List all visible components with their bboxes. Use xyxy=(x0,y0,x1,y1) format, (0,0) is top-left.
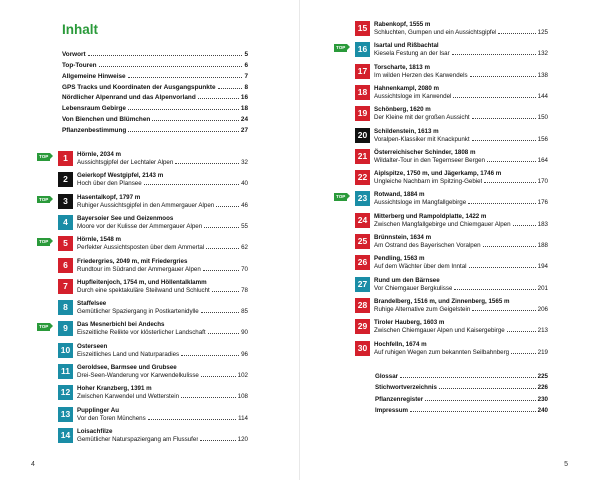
index-entry xyxy=(375,403,548,414)
tour-name: Loisachfilze xyxy=(77,427,113,435)
leader-dots xyxy=(200,440,235,441)
tour-name: Osterseen xyxy=(77,342,108,350)
tour-subtitle xyxy=(77,393,248,400)
tour-entry xyxy=(355,277,548,296)
tour-page: 164 xyxy=(537,156,548,164)
toc-label: Nördlicher Alpenrand und das Alpenvorland xyxy=(62,94,196,102)
leader-dots xyxy=(208,333,239,334)
toc-page: 18 xyxy=(240,105,248,113)
tour-page: 188 xyxy=(537,242,548,249)
leader-dots xyxy=(513,225,536,226)
leader-dots xyxy=(483,246,536,247)
leader-dots xyxy=(128,131,239,132)
tour-entry xyxy=(355,234,548,253)
tour-entry xyxy=(39,151,248,170)
tour-entry xyxy=(58,258,248,277)
toc-page: 16 xyxy=(240,94,248,102)
tour-entry xyxy=(58,407,248,426)
index-entry xyxy=(375,369,548,380)
page-number-left: 4 xyxy=(31,461,35,468)
tour-number: 22 xyxy=(355,170,370,185)
tour-page: 120 xyxy=(237,435,248,443)
tour-number: 30 xyxy=(355,341,370,356)
leader-dots xyxy=(201,376,236,377)
toc-entry xyxy=(62,47,248,58)
leader-dots xyxy=(175,163,239,164)
leader-dots xyxy=(410,411,536,412)
tour-subtitle xyxy=(77,372,248,379)
tour-page: 170 xyxy=(537,178,548,186)
tour-entry xyxy=(355,319,548,338)
tour-page: 150 xyxy=(537,114,548,122)
leader-dots xyxy=(454,289,535,290)
tour-entry xyxy=(355,64,548,83)
tour-description: Voralpen-Klassiker mit Knackpunkt xyxy=(374,135,470,143)
leader-dots xyxy=(472,118,536,119)
top-badge: TOP xyxy=(39,239,49,245)
tour-number: 10 xyxy=(58,343,73,358)
tour-description: Zwischen Karwendel und Wetterstein xyxy=(77,393,180,401)
top-badge: TOP xyxy=(336,194,346,200)
toc-page: 7 xyxy=(244,72,248,80)
tour-number: 5 xyxy=(58,236,73,251)
leader-dots xyxy=(128,77,243,78)
toc-label: Von Bienchen und Blümchen xyxy=(62,116,151,124)
leader-dots xyxy=(148,419,236,420)
tour-subtitle xyxy=(374,285,548,292)
tour-subtitle xyxy=(374,114,548,121)
tour-entry xyxy=(355,341,548,360)
toc-page: 27 xyxy=(240,127,248,135)
tour-entry xyxy=(355,170,548,189)
tour-number: 2 xyxy=(58,172,73,187)
tour-subtitle xyxy=(77,202,248,209)
tour-subtitle xyxy=(77,266,248,273)
tour-entry xyxy=(58,364,248,383)
tour-page: 176 xyxy=(537,199,548,207)
tour-description: Kiesela Festung an der Isar xyxy=(374,50,450,58)
tour-name: Hörnle, 2034 m xyxy=(77,151,122,158)
tour-entry xyxy=(39,321,248,340)
tour-entry xyxy=(58,215,248,234)
tour-page: 55 xyxy=(241,222,248,230)
tour-number: 21 xyxy=(355,149,370,164)
tour-description: Aussichtsloge im Karwendel xyxy=(374,92,452,100)
toc-list xyxy=(62,47,248,134)
tour-entry xyxy=(58,172,248,191)
tour-page: 114 xyxy=(238,414,248,422)
tour-name: Schönberg, 1620 m xyxy=(374,106,431,114)
tour-subtitle xyxy=(77,415,248,422)
leader-dots xyxy=(99,66,243,67)
tour-subtitle xyxy=(77,351,248,358)
tour-page: 90 xyxy=(241,329,248,337)
leader-dots xyxy=(204,227,239,228)
toc-label: Lebensraum Gebirge xyxy=(62,105,126,113)
tour-description: Ruhiger Aussichtsgipfel in den Ammergauer Alpen xyxy=(77,201,215,209)
tour-name: Staffelsee xyxy=(77,300,107,308)
tour-subtitle xyxy=(77,329,248,336)
leader-dots xyxy=(203,270,239,271)
tour-subtitle xyxy=(77,436,248,443)
tour-page: 46 xyxy=(241,201,248,209)
tour-description: Eiszeitliche Relikte vor klösterlicher Landschaft xyxy=(77,329,206,337)
tour-entry xyxy=(58,343,248,362)
tour-description: Drei-Seen-Wanderung vor Karwendelkulisse xyxy=(77,372,199,379)
leader-dots xyxy=(152,120,239,121)
tour-entry xyxy=(58,279,248,298)
tour-page: 183 xyxy=(537,220,548,228)
tour-name: Pupplinger Au xyxy=(77,406,120,414)
tour-page: 70 xyxy=(241,265,248,273)
tour-name: Rotwand, 1884 m xyxy=(374,191,425,199)
tour-page: 78 xyxy=(241,286,248,294)
tour-number: 16 xyxy=(355,42,370,57)
tour-number: 14 xyxy=(58,428,73,443)
tour-number: 27 xyxy=(355,277,370,292)
tour-page: 125 xyxy=(537,29,548,36)
tour-description: Durch eine spektakuläre Steilwand und Schlucht xyxy=(77,286,210,294)
tour-number: 28 xyxy=(355,298,370,313)
leader-dots xyxy=(453,97,535,98)
tour-subtitle xyxy=(374,157,548,164)
tour-name: Torscharte, 1813 m xyxy=(374,63,430,71)
page-title: Inhalt xyxy=(62,22,98,37)
leader-dots xyxy=(212,291,239,292)
tour-subtitle xyxy=(374,263,548,270)
toc-page: 24 xyxy=(240,116,248,124)
tour-entry xyxy=(355,128,548,147)
tour-description: Wildalter-Tour in den Tegernseer Bergen xyxy=(374,156,485,164)
toc-label: Pflanzenregister xyxy=(375,395,424,403)
tour-description: Aussichtsloge im Mangfallgebirge xyxy=(374,199,467,207)
tour-number: 17 xyxy=(355,64,370,79)
toc-page: 230 xyxy=(537,395,548,403)
toc-label: Pflanzenbestimmung xyxy=(62,127,127,135)
tour-description: Im wilden Herzen des Karwendels xyxy=(374,71,468,79)
tour-entry xyxy=(39,236,248,255)
tour-description: Aussichtsgipfel der Lechtaler Alpen xyxy=(77,159,174,166)
tour-description: Zwischen Chiemgauer Alpen und Kaisergebirge xyxy=(374,327,505,335)
tour-subtitle xyxy=(77,308,248,315)
tour-description: Perfekter Aussichtsposten über dem Ammertal xyxy=(77,244,205,252)
tour-page: 201 xyxy=(537,284,548,292)
tour-page: 194 xyxy=(537,263,548,271)
leader-dots xyxy=(487,161,536,162)
tour-subtitle xyxy=(374,50,548,57)
tour-name: Österreichischer Schinder, 1808 m xyxy=(374,148,476,156)
tour-page: 219 xyxy=(537,348,548,356)
toc-label: GPS Tracks und Koordinaten der Ausgangspunkte xyxy=(62,83,216,91)
leader-dots xyxy=(218,88,243,89)
tour-name: Hoher Kranzberg, 1391 m xyxy=(77,385,152,393)
tour-name: Isartal und Rißbachtal xyxy=(374,42,439,50)
tour-name: Tiroler Hauberg, 1603 m xyxy=(374,319,445,327)
toc-entry xyxy=(62,80,248,91)
tour-description: Vor den Toren Münchens xyxy=(77,414,146,422)
tour-number: 7 xyxy=(58,279,73,294)
tour-name: Hochfelln, 1674 m xyxy=(374,340,427,348)
tour-entry xyxy=(355,213,548,232)
tour-subtitle xyxy=(374,136,548,143)
tour-number: 20 xyxy=(355,128,370,143)
tour-entry xyxy=(355,298,548,317)
leader-dots xyxy=(452,54,536,55)
tour-description: Gemütlicher Naturspaziergang am Flussufer xyxy=(77,435,199,443)
tour-number: 1 xyxy=(58,151,73,166)
tour-description: Ruhige Alternative zum Geigelstein xyxy=(374,305,471,313)
page-number-right: 5 xyxy=(564,461,568,468)
tour-subtitle xyxy=(374,178,548,185)
tour-number: 18 xyxy=(355,85,370,100)
toc-page: 5 xyxy=(244,50,248,58)
leader-dots xyxy=(468,203,535,204)
leader-dots xyxy=(507,331,536,332)
tour-description: Auf ruhigen Wegen zum bekannten Seilbahnberg xyxy=(374,348,510,356)
index-entry xyxy=(375,380,548,391)
tour-entry xyxy=(355,106,548,125)
leader-dots xyxy=(181,355,239,356)
tour-page: 213 xyxy=(537,327,548,335)
toc-label: Glossar xyxy=(375,373,399,381)
tour-description: Eiszeitliches Land und Naturparadies xyxy=(77,350,180,358)
tour-description: Moore vor der Kulisse der Ammergauer Alpen xyxy=(77,222,203,230)
tour-name: Das Mesnerbichl bei Andechs xyxy=(77,321,165,329)
top-badge: TOP xyxy=(39,154,49,159)
tour-description: Der Kleine mit der großen Aussicht xyxy=(374,114,470,122)
toc-page: 6 xyxy=(244,61,248,69)
tour-number: 11 xyxy=(58,364,73,379)
tour-page: 108 xyxy=(237,393,248,401)
tour-description: Schluchten, Gumpen und ein Aussichtsgipfel xyxy=(374,29,497,36)
tour-number: 26 xyxy=(355,255,370,270)
tour-subtitle xyxy=(374,327,548,334)
tour-name: Hasentalkopf, 1797 m xyxy=(77,193,141,201)
tour-page: 62 xyxy=(241,244,248,252)
tour-entry xyxy=(355,149,548,168)
tour-subtitle xyxy=(374,93,548,100)
tour-page: 85 xyxy=(241,308,248,316)
leader-dots xyxy=(484,182,535,183)
tour-number: 19 xyxy=(355,106,370,121)
leader-dots xyxy=(206,248,239,249)
tour-page: 96 xyxy=(241,350,248,358)
tour-subtitle xyxy=(374,306,548,313)
tour-number: 29 xyxy=(355,319,370,334)
tour-entry xyxy=(336,42,548,61)
tour-name: Brandelberg, 1516 m, und Zinnenberg, 1565 m xyxy=(374,297,510,305)
tour-entry xyxy=(355,255,548,274)
tour-name: Geroldsee, Barmsee und Grubsee xyxy=(77,364,177,371)
tour-description: Zwischen Mangfallgebirge und Chiemgauer Alpen xyxy=(374,220,511,228)
tour-entry xyxy=(58,428,248,447)
toc-entry xyxy=(62,112,248,123)
tour-subtitle xyxy=(77,159,248,166)
toc-entry xyxy=(62,58,248,69)
toc-label: Vorwort xyxy=(62,50,86,58)
tour-name: Rund um den Bärnsee xyxy=(374,276,440,284)
leader-dots xyxy=(439,388,536,389)
toc-page: 226 xyxy=(537,384,548,392)
tour-number: 15 xyxy=(355,21,370,36)
tour-page: 102 xyxy=(237,372,248,379)
tour-number: 25 xyxy=(355,234,370,249)
tour-number: 23 xyxy=(355,191,370,206)
leader-dots xyxy=(425,400,536,401)
tour-name: Bayersoier See und Geizenmoos xyxy=(77,214,174,222)
leader-dots xyxy=(128,109,239,110)
tour-subtitle xyxy=(374,72,548,79)
leader-dots xyxy=(181,397,236,398)
tour-description: Vor Chiemgauer Bergkulisse xyxy=(374,284,453,292)
top-badge: TOP xyxy=(39,324,49,330)
tour-subtitle xyxy=(374,349,548,356)
leader-dots xyxy=(144,184,239,185)
tour-name: Brünnstein, 1634 m xyxy=(374,234,432,241)
tour-number: 12 xyxy=(58,385,73,400)
leader-dots xyxy=(201,312,239,313)
leader-dots xyxy=(216,206,239,207)
toc-label: Top-Touren xyxy=(62,61,97,69)
tour-entry xyxy=(336,191,548,210)
toc-entry xyxy=(62,101,248,112)
leader-dots xyxy=(88,55,243,56)
tour-name: Pendling, 1563 m xyxy=(374,255,425,263)
tour-subtitle xyxy=(77,287,248,294)
tour-name: Rabenkopf, 1555 m xyxy=(374,21,431,28)
tour-name: Hörnle, 1548 m xyxy=(77,236,122,244)
tour-name: Friedergries, 2049 m, mit Friedergries xyxy=(77,257,188,265)
toc-entry xyxy=(62,123,248,134)
toc-page: 225 xyxy=(537,373,548,381)
toc-entry xyxy=(62,91,248,102)
tour-subtitle xyxy=(77,223,248,230)
leader-dots xyxy=(498,33,535,34)
tour-page: 32 xyxy=(241,159,248,166)
toc-label: Impressum xyxy=(375,406,409,414)
tour-subtitle xyxy=(374,221,548,228)
tour-entry xyxy=(58,385,248,404)
tour-entry xyxy=(58,300,248,319)
tour-description: Ungleiche Nachbarn im Spitzing-Gebiet xyxy=(374,178,483,186)
tour-entry xyxy=(355,85,548,104)
toc-label: Stichwortverzeichnis xyxy=(375,384,437,392)
toc-entry xyxy=(62,69,248,80)
tour-page: 132 xyxy=(537,50,548,58)
tour-subtitle xyxy=(77,244,248,251)
tour-subtitle xyxy=(77,180,248,187)
tour-number: 6 xyxy=(58,258,73,273)
tour-page: 206 xyxy=(537,305,548,313)
tour-page: 156 xyxy=(537,135,548,143)
leader-dots xyxy=(472,310,535,311)
tour-name: Hahnenkampl, 2080 m xyxy=(374,84,439,92)
toc-page: 240 xyxy=(537,406,548,414)
tour-name: Mitterberg und Rampoldplatte, 1422 m xyxy=(374,212,487,220)
tour-page: 138 xyxy=(537,71,548,79)
leader-dots xyxy=(400,377,536,378)
tour-description: Rundtour im Südrand der Ammergauer Alpen xyxy=(77,265,201,273)
tour-name: Geierkopf Westgipfel, 2143 m xyxy=(77,172,164,180)
tour-subtitle xyxy=(374,199,548,206)
tour-description: Hoch über den Plansee xyxy=(77,180,142,188)
leader-dots xyxy=(469,267,536,268)
tour-subtitle xyxy=(374,29,548,36)
tour-name: Schildenstein, 1613 m xyxy=(374,127,439,135)
tour-page: 40 xyxy=(241,180,248,188)
tour-entry xyxy=(355,21,548,40)
tour-number: 13 xyxy=(58,407,73,422)
tour-entry xyxy=(39,193,248,213)
tour-number: 9 xyxy=(58,321,73,336)
index-entry xyxy=(375,391,548,402)
toc-page: 8 xyxy=(244,83,248,91)
tour-number: 8 xyxy=(58,300,73,315)
tour-description: Gemütlicher Spaziergang in Postkartenidylle xyxy=(77,308,199,316)
leader-dots xyxy=(472,140,536,141)
tour-page: 144 xyxy=(537,92,548,100)
tour-number: 4 xyxy=(58,215,73,230)
leader-dots xyxy=(470,76,536,77)
top-badge: TOP xyxy=(39,196,49,202)
tour-description: Am Ostrand des Bayerischen Voralpen xyxy=(374,242,481,249)
tour-name: Hupfleitenjoch, 1754 m, und Höllentalklamm xyxy=(77,278,207,286)
tour-description: Auf dem Wächter über dem Inntal xyxy=(374,263,467,271)
toc-label: Allgemeine Hinweise xyxy=(62,72,126,80)
right-page xyxy=(300,0,600,480)
tour-subtitle xyxy=(374,242,548,249)
tour-number: 3 xyxy=(58,194,73,209)
tour-name: Aiplspitze, 1750 m, und Jägerkamp, 1746 m xyxy=(374,170,502,178)
tour-number: 24 xyxy=(355,213,370,228)
index-list xyxy=(375,369,548,414)
leader-dots xyxy=(198,98,239,99)
leader-dots xyxy=(511,353,536,354)
top-badge: TOP xyxy=(336,45,346,51)
